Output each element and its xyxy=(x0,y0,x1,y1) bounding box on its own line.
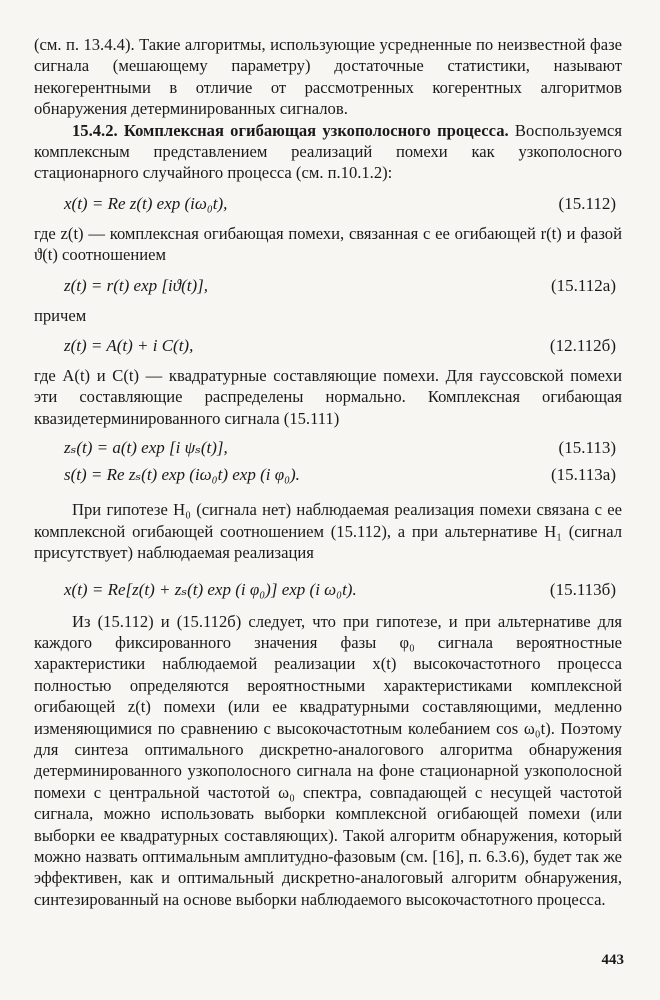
paragraph-intro: (см. п. 13.4.4). Такие алгоритмы, использующие усредненные по неизвестной фазе сигнала (мешающему параметру) достаточные статистики, называют некогерентными в отличие от рассмотренных когерентных алгоритмов обнаружения детерминированных сигналов. xyxy=(34,35,622,119)
section-text: Воспользуемся комплексным представлением реализаций помехи как узкополосного стационарного случайного процесса (см. п.10.1.2): xyxy=(34,120,622,183)
page-content xyxy=(34,34,622,910)
section-number: 15.4.2. xyxy=(72,120,118,140)
page-number: 443 xyxy=(601,952,624,968)
equation-number: (15.113) xyxy=(558,438,616,458)
section-paragraph xyxy=(34,120,622,184)
equation-15-113 xyxy=(34,435,622,460)
equation-formula: zₛ(t) = a(t) exp [i ψₛ(t)], xyxy=(64,438,228,458)
equation-formula: z(t) = r(t) exp [iϑ(t)], xyxy=(64,275,208,295)
equation-15-112a xyxy=(34,272,622,299)
paragraph-hypothesis: При гипотезе H₀ (сигнала нет) наблюдаемая реализация помехи связана с ее комплексной огибающей соотношением (15.112), а при альтернативе H₁ (сигнал присутствует) наблюдаемая реализация xyxy=(34,500,622,563)
equation-formula: z(t) = A(t) + i C(t), xyxy=(64,336,194,356)
equation-formula: s(t) = Re zₛ(t) exp (iω₀t) exp (i φ₀). xyxy=(64,465,300,485)
equation-12-112b xyxy=(34,332,622,359)
equation-number: (15.113б) xyxy=(549,579,616,599)
paragraph-quadrature: где A(t) и C(t) — квадратурные составляющие помехи. Для гауссовской помехи эти составляющие распределены нормально. Комплексная огибающая квазидетерминированного сигнала (15.111) xyxy=(34,366,622,428)
equation-number: (15.112a) xyxy=(551,275,616,295)
equation-number: (12.112б) xyxy=(549,336,616,356)
equation-15-113b xyxy=(34,576,622,603)
equation-15-112 xyxy=(34,190,622,217)
equation-number: (15.112) xyxy=(558,193,616,213)
equation-number: (15.113a) xyxy=(551,465,616,485)
equation-formula: x(t) = Re[z(t) + zₛ(t) exp (i φ₀)] exp (i ω₀t). xyxy=(64,579,357,599)
paragraph-moreover: причем xyxy=(34,305,87,325)
equation-15-113a xyxy=(34,462,622,487)
equation-formula: x(t) = Re z(t) exp (iω₀t), xyxy=(64,193,228,213)
section-title: Комплексная огибающая узкополосного процесса. xyxy=(123,120,509,140)
paragraph-conclusion: Из (15.112) и (15.112б) следует, что при гипотезе, и при альтернативе для каждого фиксированного значения фазы φ₀ сигнала вероятностные характеристики наблюдаемой реализации x(t) высокочастотного процесса полностью определяются вероятностными характеристиками комплексной огибающей z(t) помехи (или ее квадратурными составляющими, медленно изменяющимися по сравнению с высокочастотным колебанием cos ω₀t). Поэтому для синтеза оптимального дискретно-аналогового алгоритма обнаружения детерминированного узкополосного сигнала на фоне стационарной узкополосной помехи с центральной частотой ω₀ спектра, совпадающей с несущей частотой сигнала, можно использовать выборки комплексной огибающей помехи (или выборки ее квадратурных составляющих). Такой алгоритм обнаружения, который можно назвать оптимальным амплитудно-фазовым (см. [16], п. 6.3.6), будет так же эффективен, как и оптимальный дискретно-аналоговый алгоритм обнаружения, синтезированный на основе выборки наблюдаемого высокочастотного процесса. xyxy=(34,611,622,909)
paragraph-envelope: где z(t) — комплексная огибающая помехи, связанная с ее огибающей r(t) и фазой ϑ(t) соотношением xyxy=(34,223,622,265)
